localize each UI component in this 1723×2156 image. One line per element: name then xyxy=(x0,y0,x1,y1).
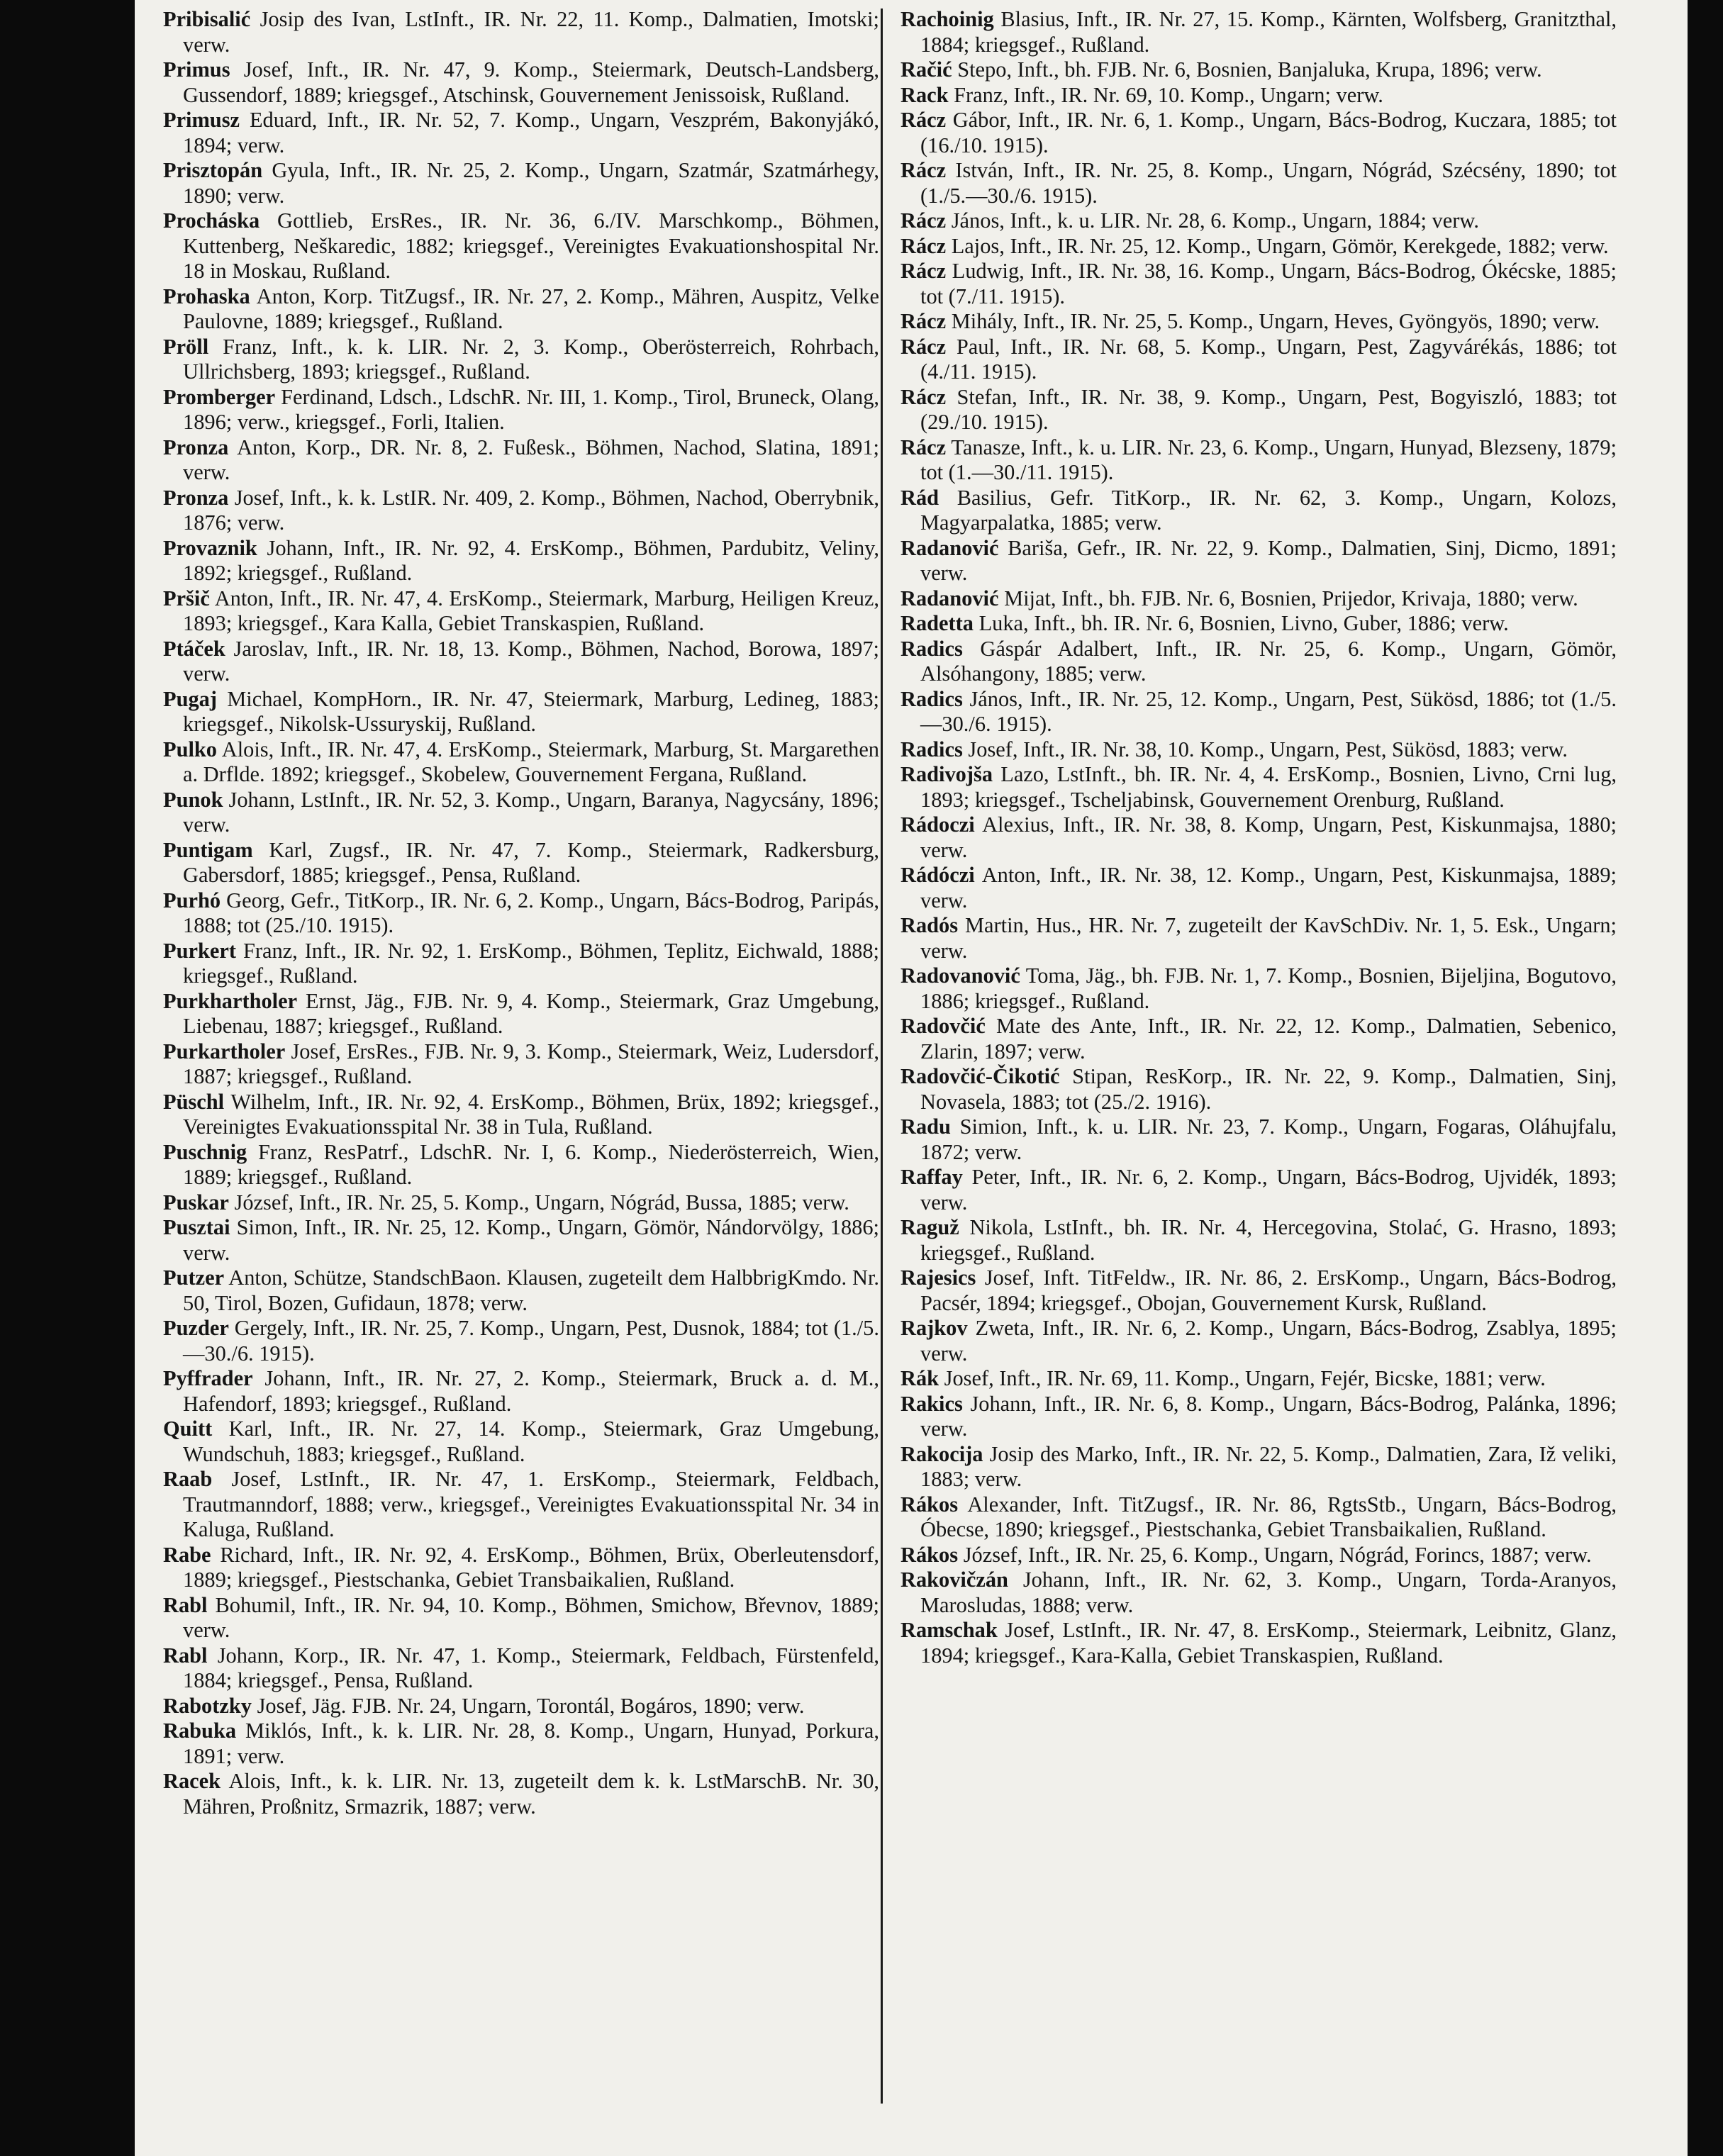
entry-details: Gyula, Inft., IR. Nr. 25, 2. Komp., Ungarn, Szatmár, Szatmárhegy, 1890; verw. xyxy=(183,158,879,208)
entry-details: Ferdinand, Ldsch., LdschR. Nr. III, 1. Komp., Tirol, Bruneck, Olang, 1896; verw., kriegsgef., Forli, Italien. xyxy=(183,384,879,434)
casualty-entry xyxy=(163,737,879,788)
casualty-entry xyxy=(900,737,1617,763)
entry-details: Franz, ResPatrf., LdschR. Nr. I, 6. Komp., Niederösterreich, Wien, 1889; kriegsgef., Rußland. xyxy=(183,1139,879,1189)
entry-surname: Purhó xyxy=(163,888,221,912)
entry-surname: Pršič xyxy=(163,586,210,610)
casualty-entry xyxy=(163,7,879,57)
casualty-entry xyxy=(900,611,1617,637)
entry-surname: Rák xyxy=(900,1366,939,1390)
casualty-entry xyxy=(163,57,879,108)
entry-details: Johann, Inft., IR. Nr. 6, 8. Komp., Ungarn, Bács-Bodrog, Palánka, 1896; verw. xyxy=(920,1391,1617,1441)
casualty-entry xyxy=(163,1694,879,1719)
entry-surname: Radu xyxy=(900,1115,951,1139)
entry-details: Simon, Inft., IR. Nr. 25, 12. Komp., Ungarn, Gömör, Nándorvölgy, 1886; verw. xyxy=(183,1215,879,1265)
casualty-entry xyxy=(900,1543,1617,1568)
entry-surname: Rabe xyxy=(163,1542,211,1567)
casualty-entry xyxy=(900,234,1617,259)
casualty-entry xyxy=(900,812,1617,863)
entry-surname: Putzer xyxy=(163,1266,225,1290)
casualty-entry xyxy=(163,1140,879,1190)
entry-details: Karl, Inft., IR. Nr. 27, 14. Komp., Steiermark, Graz Umgebung, Wundschuh, 1883; kriegsgef., Rußland. xyxy=(183,1417,879,1466)
entry-details: Josef, Inft. TitFeldw., IR. Nr. 86, 2. ErsKomp., Ungarn, Bács-Bodrog, Pacsér, 1894; kriegsgef., Obojan, Gouvernement Kursk, Rußland. xyxy=(920,1266,1617,1315)
entry-surname: Racek xyxy=(163,1769,221,1793)
entry-surname: Puntigam xyxy=(163,837,253,862)
column-divider xyxy=(881,9,883,2104)
casualty-entry xyxy=(163,1366,879,1417)
entry-details: Gábor, Inft., IR. Nr. 6, 1. Komp., Ungarn, Bács-Bodrog, Kuczara, 1885; tot (16./10. 1915). xyxy=(920,108,1617,157)
casualty-entry xyxy=(900,57,1617,83)
casualty-entry xyxy=(900,335,1617,385)
entry-details: Simion, Inft., k. u. LIR. Nr. 23, 7. Komp., Ungarn, Fogaras, Oláhujfalu, 1872; verw. xyxy=(920,1115,1617,1164)
entry-surname: Pronza xyxy=(163,435,229,459)
entry-surname: Rácz xyxy=(900,309,947,333)
entry-details: Franz, Inft., k. k. LIR. Nr. 2, 3. Komp., Oberösterreich, Rohrbach, Ullrichsberg, 1893; kriegsgef., Rußland. xyxy=(183,334,879,384)
casualty-entry xyxy=(163,208,879,284)
entry-details: József, Inft., IR. Nr. 25, 5. Komp., Ungarn, Nógrád, Bussa, 1885; verw. xyxy=(234,1190,849,1214)
entry-surname: Raguž xyxy=(900,1215,959,1239)
casualty-entry xyxy=(900,208,1617,234)
entry-surname: Rakovičzán xyxy=(900,1568,1008,1592)
casualty-entry xyxy=(163,1417,879,1467)
entry-details: Josef, LstInft., IR. Nr. 47, 1. ErsKomp., Steiermark, Feldbach, Trautmanndorf, 1888; verw., kriegsgef., Vereinigtes Evakuationsspital Nr. 34 in Kaluga, Rußland. xyxy=(183,1467,880,1541)
entry-details: Stefan, Inft., IR. Nr. 38, 9. Komp., Ungarn, Pest, Bogyiszló, 1883; tot (29./10. 1915). xyxy=(920,384,1617,434)
casualty-entry xyxy=(900,259,1617,309)
entry-details: Josef, Inft., k. k. LstIR. Nr. 409, 2. Komp., Böhmen, Nachod, Oberrybnik, 1876; verw. xyxy=(183,485,879,535)
document-page xyxy=(135,0,1688,2156)
entry-details: Anton, Inft., IR. Nr. 47, 4. ErsKomp., Steiermark, Marburg, Heiligen Kreuz, 1893; kriegsgef., Kara Kalla, Gebiet Transkaspien, Rußland. xyxy=(183,586,879,635)
entry-surname: Rachoinig xyxy=(900,7,994,31)
entry-surname: Puskar xyxy=(163,1190,229,1214)
entry-details: Toma, Jäg., bh. FJB. Nr. 1, 7. Komp., Bosnien, Bijeljina, Bogutovo, 1886; kriegsgef., Rußland. xyxy=(920,964,1617,1013)
entry-details: Josef, Inft., IR. Nr. 69, 11. Komp., Ungarn, Fejér, Bicske, 1881; verw. xyxy=(944,1366,1546,1390)
casualty-entry xyxy=(900,1568,1617,1618)
entry-details: Johann, Inft., IR. Nr. 62, 3. Komp., Ungarn, Torda-Aranyos, Marosludas, 1888; verw. xyxy=(920,1568,1617,1617)
casualty-entry xyxy=(163,1467,879,1543)
casualty-entry xyxy=(900,863,1617,913)
entry-details: Georg, Gefr., TitKorp., IR. Nr. 6, 2. Komp., Ungarn, Bács-Bodrog, Paripás, 1888; tot (25./10. 1915). xyxy=(183,888,879,937)
left-column xyxy=(163,7,879,1819)
entry-surname: Ptáček xyxy=(163,636,225,661)
entry-details: József, Inft., IR. Nr. 25, 6. Komp., Ungarn, Nógrád, Forincs, 1887; verw. xyxy=(963,1542,1592,1567)
entry-surname: Rácz xyxy=(900,334,947,359)
entry-details: Karl, Zugsf., IR. Nr. 47, 7. Komp., Steiermark, Radkersburg, Gabersdorf, 1885; kriegsgef., Pensa, Rußland. xyxy=(183,837,879,887)
casualty-entry xyxy=(163,385,879,435)
entry-surname: Radics xyxy=(900,686,963,711)
entry-details: Ludwig, Inft., IR. Nr. 38, 16. Komp., Ungarn, Bács-Bodrog, Ókécske, 1885; tot (7./11. 1915). xyxy=(920,259,1617,308)
entry-surname: Puschnig xyxy=(163,1139,247,1164)
casualty-entry xyxy=(900,7,1617,57)
casualty-entry xyxy=(163,435,879,486)
casualty-entry xyxy=(900,1316,1617,1366)
entry-details: Johann, Korp., IR. Nr. 47, 1. Komp., Steiermark, Feldbach, Fürstenfeld, 1884; kriegsgef., Pensa, Rußland. xyxy=(183,1643,879,1692)
entry-details: Josip des Marko, Inft., IR. Nr. 22, 5. Komp., Dalmatien, Zara, Iž veliki, 1883; verw. xyxy=(920,1441,1617,1491)
entry-surname: Ramschak xyxy=(900,1618,998,1642)
casualty-entry xyxy=(900,586,1617,612)
casualty-entry xyxy=(900,762,1617,812)
entry-details: Luka, Inft., bh. IR. Nr. 6, Bosnien, Livno, Guber, 1886; verw. xyxy=(978,611,1509,635)
entry-surname: Pronza xyxy=(163,485,229,510)
entry-surname: Rabuka xyxy=(163,1719,237,1743)
casualty-entry xyxy=(900,1014,1617,1064)
entry-details: Johann, Inft., IR. Nr. 27, 2. Komp., Steiermark, Bruck a. d. M., Hafendorf, 1893; kriegsgef., Rußland. xyxy=(183,1366,879,1416)
entry-surname: Radovčić-Čikotić xyxy=(900,1064,1060,1088)
casualty-entry xyxy=(163,1643,879,1694)
entry-details: Alexander, Inft. TitZugsf., IR. Nr. 86, RgtsStb., Ungarn, Bács-Bodrog, Óbecse, 1890; kriegsgef., Piestschanka, Gebiet Transbaikalien, Rußland. xyxy=(920,1492,1617,1541)
entry-details: Lajos, Inft., IR. Nr. 25, 12. Komp., Ungarn, Gömör, Kerekgede, 1882; verw. xyxy=(951,233,1609,258)
entry-details: Nikola, LstInft., bh. IR. Nr. 4, Hercegovina, Stolać, G. Hrasno, 1893; kriegsgef., Rußland. xyxy=(920,1215,1617,1265)
entry-details: Anton, Schütze, StandschBaon. Klausen, zugeteilt dem HalbbrigKmdo. Nr. 50, Tirol, Bozen, Gufidaun, 1878; verw. xyxy=(183,1266,879,1315)
entry-details: Johann, LstInft., IR. Nr. 52, 3. Komp., Ungarn, Baranya, Nagycsány, 1896; verw. xyxy=(183,787,879,837)
casualty-entry xyxy=(900,385,1617,435)
entry-surname: Rack xyxy=(900,82,949,107)
entry-surname: Purkert xyxy=(163,938,236,963)
entry-details: Mijat, Inft., bh. FJB. Nr. 6, Bosnien, Prijedor, Krivaja, 1880; verw. xyxy=(1004,586,1578,610)
entry-details: Paul, Inft., IR. Nr. 68, 5. Komp., Ungarn, Pest, Zagyvárékás, 1886; tot (4./11. 1915). xyxy=(920,334,1617,384)
casualty-entry xyxy=(163,158,879,208)
entry-details: Miklós, Inft., k. k. LIR. Nr. 28, 8. Komp., Ungarn, Hunyad, Porkura, 1891; verw. xyxy=(183,1719,879,1768)
casualty-entry xyxy=(900,1165,1617,1215)
entry-details: Gáspár Adalbert, Inft., IR. Nr. 25, 6. Komp., Ungarn, Gömör, Alsóhangony, 1885; verw. xyxy=(920,636,1617,686)
entry-surname: Rácz xyxy=(900,384,947,409)
casualty-entry xyxy=(163,536,879,586)
entry-surname: Pyffrader xyxy=(163,1366,253,1390)
casualty-entry xyxy=(900,637,1617,687)
entry-surname: Rabotzky xyxy=(163,1693,252,1718)
entry-surname: Primusz xyxy=(163,108,240,132)
casualty-entry xyxy=(900,158,1617,208)
entry-surname: Rakocija xyxy=(900,1441,983,1466)
entry-details: Josef, LstInft., IR. Nr. 47, 8. ErsKomp., Steiermark, Leibnitz, Glanz, 1894; kriegsgef., Kara-Kalla, Gebiet Transkaspien, Rußland. xyxy=(920,1618,1617,1668)
casualty-entry xyxy=(900,83,1617,108)
entry-details: Jaroslav, Inft., IR. Nr. 18, 13. Komp., Böhmen, Nachod, Borowa, 1897; verw. xyxy=(183,636,879,686)
entry-details: János, Inft., k. u. LIR. Nr. 28, 6. Komp., Ungarn, 1884; verw. xyxy=(951,208,1479,233)
entry-surname: Račić xyxy=(900,57,952,82)
casualty-entry xyxy=(900,309,1617,335)
entry-details: Stipan, ResKorp., IR. Nr. 22, 9. Komp., Dalmatien, Sinj, Novasela, 1883; tot (25./2. 1916). xyxy=(920,1064,1617,1114)
entry-details: Stepo, Inft., bh. FJB. Nr. 6, Bosnien, Banjaluka, Krupa, 1896; verw. xyxy=(957,57,1542,82)
entry-details: Peter, Inft., IR. Nr. 6, 2. Komp., Ungarn, Bács-Bodrog, Ujvidék, 1893; verw. xyxy=(920,1165,1617,1214)
entry-details: Bariša, Gefr., IR. Nr. 22, 9. Komp., Dalmatien, Sinj, Dicmo, 1891; verw. xyxy=(920,535,1617,585)
entry-surname: Rádóczi xyxy=(900,863,975,887)
casualty-entry xyxy=(163,1266,879,1316)
entry-surname: Radetta xyxy=(900,611,974,635)
entry-surname: Rajkov xyxy=(900,1316,968,1340)
entry-details: Martin, Hus., HR. Nr. 7, zugeteilt der KavSchDiv. Nr. 1, 5. Esk., Ungarn; verw. xyxy=(920,913,1617,963)
entry-surname: Procháska xyxy=(163,208,260,233)
entry-details: Anton, Korp., DR. Nr. 8, 2. Fußesk., Böhmen, Nachod, Slatina, 1891; verw. xyxy=(183,435,879,484)
casualty-entry xyxy=(900,913,1617,964)
casualty-entry xyxy=(900,108,1617,158)
entry-details: Alois, Inft., IR. Nr. 47, 4. ErsKomp., Steiermark, Marburg, St. Margarethen a. Drflde. 1892; kriegsgef., Skobelew, Gouvernement Fergana, Rußland. xyxy=(183,737,880,786)
entry-surname: Rád xyxy=(900,485,939,510)
entry-surname: Pribisalić xyxy=(163,7,251,31)
entry-details: Blasius, Inft., IR. Nr. 27, 15. Komp., Kärnten, Wolfsberg, Granitzthal, 1884; kriegsgef., Rußland. xyxy=(920,7,1617,57)
casualty-entry xyxy=(900,486,1617,536)
entry-details: Gottlieb, ErsRes., IR. Nr. 36, 6./IV. Marschkomp., Böhmen, Kuttenberg, Neškaredic, 1882; kriegsgef., Vereinigtes Evakuationshospital Nr. 18 in Moskau, Rußland. xyxy=(183,208,879,283)
entry-details: Mihály, Inft., IR. Nr. 25, 5. Komp., Ungarn, Heves, Gyöngyös, 1890; verw. xyxy=(951,309,1600,333)
entry-details: Mate des Ante, Inft., IR. Nr. 22, 12. Komp., Dalmatien, Sebenico, Zlarin, 1897; verw. xyxy=(920,1014,1617,1063)
casualty-entry xyxy=(163,1593,879,1643)
casualty-entry xyxy=(163,788,879,838)
entry-details: Gergely, Inft., IR. Nr. 25, 7. Komp., Ungarn, Pest, Dusnok, 1884; tot (1./5.—30./6. 1915). xyxy=(183,1316,879,1365)
entry-surname: Radanović xyxy=(900,535,999,560)
entry-surname: Rádoczi xyxy=(900,812,975,837)
casualty-entry xyxy=(900,964,1617,1014)
casualty-entry xyxy=(900,1266,1617,1316)
entry-surname: Quitt xyxy=(163,1417,213,1441)
casualty-entry xyxy=(900,1618,1617,1668)
entry-details: Eduard, Inft., IR. Nr. 52, 7. Komp., Ungarn, Veszprém, Bakonyjákó, 1894; verw. xyxy=(183,108,879,157)
entry-details: Johann, Inft., IR. Nr. 92, 4. ErsKomp., Böhmen, Pardubitz, Veliny, 1892; kriegsgef., Rußland. xyxy=(183,535,879,585)
casualty-entry xyxy=(900,1366,1617,1392)
entry-details: Ernst, Jäg., FJB. Nr. 9, 4. Komp., Steiermark, Graz Umgebung, Liebenau, 1887; kriegsgef., Rußland. xyxy=(183,988,879,1038)
entry-surname: Purkhartholer xyxy=(163,988,298,1013)
entry-details: Josip des Ivan, LstInft., IR. Nr. 22, 11. Komp., Dalmatien, Imotski; verw. xyxy=(183,7,879,57)
entry-surname: Radanović xyxy=(900,586,999,610)
entry-details: Josef, Inft., IR. Nr. 47, 9. Komp., Steiermark, Deutsch-Landsberg, Gussendorf, 1889; kriegsgef., Atschinsk, Gouvernement Jenissoisk, Rußland. xyxy=(183,57,879,107)
entry-surname: Rácz xyxy=(900,158,947,182)
entry-details: Alois, Inft., k. k. LIR. Nr. 13, zugeteilt dem k. k. LstMarschB. Nr. 30, Mähren, Proßnitz, Srmazrik, 1887; verw. xyxy=(183,1769,880,1819)
entry-surname: Rabl xyxy=(163,1643,208,1668)
entry-details: János, Inft., IR. Nr. 25, 12. Komp., Ungarn, Pest, Sükösd, 1886; tot (1./5.—30./6. 1915). xyxy=(920,686,1617,736)
entry-surname: Punok xyxy=(163,787,223,812)
casualty-entry xyxy=(163,1543,879,1593)
entry-surname: Rákos xyxy=(900,1492,959,1517)
casualty-entry xyxy=(900,1392,1617,1442)
casualty-entry xyxy=(163,838,879,888)
entry-surname: Rácz xyxy=(900,208,947,233)
entry-details: Alexius, Inft., IR. Nr. 38, 8. Komp, Ungarn, Pest, Kiskunmajsa, 1880; verw. xyxy=(920,812,1617,862)
entry-surname: Rákos xyxy=(900,1542,959,1567)
entry-surname: Rabl xyxy=(163,1592,208,1617)
casualty-entry xyxy=(900,1115,1617,1165)
casualty-entry xyxy=(163,637,879,687)
entry-surname: Radics xyxy=(900,636,963,661)
casualty-entry xyxy=(163,284,879,335)
entry-surname: Provaznik xyxy=(163,535,257,560)
casualty-entry xyxy=(163,108,879,158)
entry-surname: Pulko xyxy=(163,737,218,761)
casualty-entry xyxy=(163,486,879,536)
entry-surname: Rácz xyxy=(900,435,947,459)
entry-details: Basilius, Gefr. TitKorp., IR. Nr. 62, 3. Komp., Ungarn, Kolozs, Magyarpalatka, 1885; verw. xyxy=(920,485,1617,535)
casualty-entry xyxy=(900,687,1617,737)
casualty-entry xyxy=(163,939,879,989)
casualty-entry xyxy=(900,536,1617,586)
entry-surname: Radovčić xyxy=(900,1014,986,1038)
entry-surname: Primus xyxy=(163,57,230,82)
entry-surname: Promberger xyxy=(163,384,276,409)
entry-details: Anton, Korp. TitZugsf., IR. Nr. 27, 2. Komp., Mähren, Auspitz, Velke Paulovne, 1889; kriegsgef., Rußland. xyxy=(183,284,879,333)
entry-surname: Puzder xyxy=(163,1316,229,1340)
casualty-entry xyxy=(163,1769,879,1819)
entry-surname: Raab xyxy=(163,1467,213,1491)
casualty-entry xyxy=(163,989,879,1039)
casualty-entry xyxy=(900,435,1617,486)
casualty-entry xyxy=(900,1064,1617,1115)
entry-surname: Rakics xyxy=(900,1391,963,1416)
entry-surname: Radovanović xyxy=(900,964,1020,988)
entry-details: Wilhelm, Inft., IR. Nr. 92, 4. ErsKomp., Böhmen, Brüx, 1892; kriegsgef., Vereinigtes Evakuationsspital Nr. 38 in Tula, Rußland. xyxy=(183,1089,879,1139)
casualty-entry xyxy=(163,1719,879,1769)
entry-surname: Rácz xyxy=(900,259,947,283)
entry-surname: Prisztopán xyxy=(163,158,263,182)
casualty-entry xyxy=(163,687,879,737)
entry-details: Zweta, Inft., IR. Nr. 6, 2. Komp., Ungarn, Bács-Bodrog, Zsablya, 1895; verw. xyxy=(920,1316,1617,1365)
entry-details: Bohumil, Inft., IR. Nr. 94, 10. Komp., Böhmen, Smichow, Břevnov, 1889; verw. xyxy=(183,1592,879,1642)
entry-details: Tanasze, Inft., k. u. LIR. Nr. 23, 6. Komp., Ungarn, Hunyad, Blezseny, 1879; tot (1.—30./11. 1915). xyxy=(920,435,1617,484)
entry-details: István, Inft., IR. Nr. 25, 8. Komp., Ungarn, Nógrád, Szécsény, 1890; tot (1./5.—30./6. 1915). xyxy=(920,158,1617,208)
entry-details: Richard, Inft., IR. Nr. 92, 4. ErsKomp., Böhmen, Brüx, Oberleutensdorf, 1889; kriegsgef., Piestschanka, Gebiet Transbaikalien, Rußland. xyxy=(183,1542,879,1592)
entry-surname: Radós xyxy=(900,913,959,937)
entry-surname: Rácz xyxy=(900,108,947,132)
casualty-entry xyxy=(163,888,879,939)
entry-details: Josef, Jäg. FJB. Nr. 24, Ungarn, Torontál, Bogáros, 1890; verw. xyxy=(257,1693,805,1718)
entry-surname: Pusztai xyxy=(163,1215,230,1239)
casualty-entry xyxy=(163,1090,879,1140)
casualty-entry xyxy=(900,1492,1617,1543)
casualty-entry xyxy=(163,586,879,637)
casualty-entry xyxy=(163,1316,879,1366)
casualty-entry xyxy=(163,1190,879,1216)
entry-details: Anton, Inft., IR. Nr. 38, 12. Komp., Ungarn, Pest, Kiskunmajsa, 1889; verw. xyxy=(920,863,1617,912)
entry-surname: Pugaj xyxy=(163,686,217,711)
entry-surname: Püschl xyxy=(163,1089,225,1114)
casualty-entry xyxy=(163,335,879,385)
entry-details: Franz, Inft., IR. Nr. 69, 10. Komp., Ungarn; verw. xyxy=(954,82,1383,107)
casualty-entry xyxy=(163,1215,879,1266)
entry-surname: Radivojša xyxy=(900,762,993,786)
entry-surname: Purkartholer xyxy=(163,1039,286,1063)
casualty-entry xyxy=(900,1442,1617,1492)
entry-details: Josef, ErsRes., FJB. Nr. 9, 3. Komp., Steiermark, Weiz, Ludersdorf, 1887; kriegsgef., Rußland. xyxy=(183,1039,879,1088)
right-column xyxy=(900,7,1617,1668)
entry-details: Franz, Inft., IR. Nr. 92, 1. ErsKomp., Böhmen, Teplitz, Eichwald, 1888; kriegsgef., Rußland. xyxy=(183,938,879,988)
entry-details: Michael, KompHorn., IR. Nr. 47, Steiermark, Marburg, Ledineg, 1883; kriegsgef., Nikolsk-Ussuryskij, Rußland. xyxy=(183,686,879,736)
entry-surname: Prohaska xyxy=(163,284,250,308)
casualty-entry xyxy=(163,1039,879,1090)
entry-surname: Radics xyxy=(900,737,963,761)
entry-surname: Pröll xyxy=(163,334,209,359)
entry-surname: Raffay xyxy=(900,1165,963,1189)
casualty-entry xyxy=(900,1215,1617,1266)
entry-details: Lazo, LstInft., bh. IR. Nr. 4, 4. ErsKomp., Bosnien, Livno, Crni lug, 1893; kriegsgef., Tscheljabinsk, Gouvernement Orenburg, Rußland. xyxy=(920,762,1617,812)
entry-details: Josef, Inft., IR. Nr. 38, 10. Komp., Ungarn, Pest, Sükösd, 1883; verw. xyxy=(968,737,1568,761)
entry-surname: Rajesics xyxy=(900,1266,976,1290)
entry-surname: Rácz xyxy=(900,233,947,258)
